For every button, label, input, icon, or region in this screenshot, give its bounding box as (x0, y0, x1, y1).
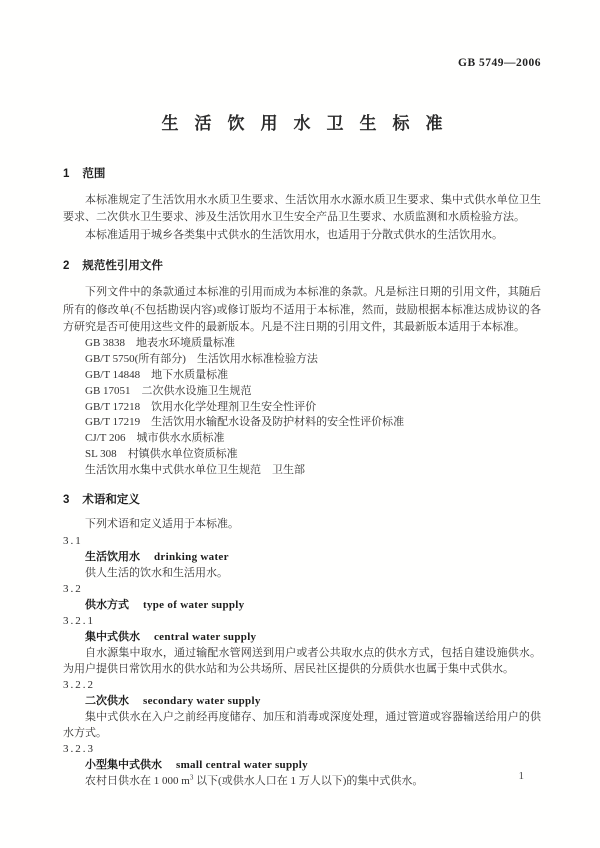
section-title: 规范性引用文件 (82, 260, 163, 273)
definition-text: 农村日供水在 1 000 m (85, 774, 190, 787)
reference-item (63, 368, 541, 384)
reference-code: GB 17051 (85, 384, 131, 397)
reference-title: 地表水环境质量标准 (136, 337, 236, 350)
reference-item (63, 400, 541, 416)
definition-text: 以下(或供水人口在 1 万人以下)的集中式供水。 (193, 774, 424, 787)
term-chinese: 生活饮用水 (85, 550, 140, 563)
reference-list (63, 336, 541, 478)
section-heading-terms-definitions (63, 492, 541, 509)
reference-item (63, 431, 541, 447)
section-title: 术语和定义 (82, 493, 140, 506)
reference-title: 饮用水化学处理剂卫生安全性评价 (151, 400, 317, 413)
reference-title: 城市供水水质标准 (136, 432, 225, 445)
clause-number: 3.2.1 (63, 614, 95, 627)
term-english: central water supply (154, 630, 257, 643)
term-chinese: 集中式供水 (85, 630, 140, 643)
reference-code: 生活饮用水集中式供水单位卫生规范 (85, 463, 261, 476)
section-number: 1 (63, 168, 70, 180)
term-definition (63, 773, 541, 789)
scope-paragraph: 本标准适用于城乡各类集中式供水的生活饮用水，也适用于分散式供水的生活饮用水。 (85, 228, 503, 241)
section-title: 范围 (82, 168, 106, 180)
term-chinese: 二次供水 (85, 694, 129, 707)
reference-title: 地下水质量标准 (151, 369, 229, 382)
term-chinese: 供水方式 (85, 598, 129, 611)
reference-item (63, 415, 541, 431)
reference-code: GB/T 17218 (85, 400, 141, 413)
reference-code: GB/T 17219 (85, 416, 141, 429)
reference-title: 生活饮用水标准检验方法 (196, 353, 318, 366)
page-number: 1 (518, 770, 524, 782)
clause-number: 3.2.3 (63, 742, 95, 755)
document-number: GB 5749—2006 (458, 57, 541, 69)
clause-number: 3.1 (63, 534, 83, 547)
term-definition: 自水源集中取水，通过输配水管网送到用户或者公共取水点的供水方式，包括自建设施供水。为用户提供日常饮用水的供水站和为公共场所、居民社区提供的分质供水也属于集中式供水。 (63, 646, 541, 675)
clause-number: 3.2.2 (63, 678, 95, 691)
term-chinese: 小型集中式供水 (85, 758, 162, 771)
reference-code: SL 308 (85, 448, 117, 461)
term-line (63, 693, 541, 709)
section-number: 2 (63, 260, 70, 273)
reference-title: 生活饮用水输配水设备及防护材料的安全性评价标准 (151, 416, 405, 429)
reference-title: 村镇供水单位资质标准 (127, 448, 238, 461)
term-line (63, 757, 541, 773)
term-english: type of water supply (143, 598, 245, 611)
term-line (63, 629, 541, 645)
superscript-exponent: 3 (189, 772, 194, 781)
reference-title: 二次供水设施卫生规范 (141, 384, 252, 397)
reference-item (63, 384, 541, 400)
section-heading-normative-references (63, 258, 541, 275)
reference-item (63, 336, 541, 352)
terms-intro: 下列术语和定义适用于本标准。 (85, 517, 239, 530)
terms-list (63, 533, 541, 789)
clause-number: 3.2 (63, 582, 83, 595)
reference-code: CJ/T 206 (85, 432, 126, 445)
section-heading-scope (63, 166, 541, 183)
term-english: drinking water (154, 550, 229, 563)
reference-item (63, 447, 541, 463)
term-english: small central water supply (176, 758, 308, 771)
document-title: 生活饮用水卫生标准 (161, 114, 459, 133)
reference-item (63, 463, 541, 479)
reference-item (63, 352, 541, 368)
reference-title: 卫生部 (272, 463, 305, 476)
term-english: secondary water supply (143, 694, 261, 707)
term-definition: 集中式供水在入户之前经再度储存、加压和消毒或深度处理，通过管道或容器输送给用户的供水方式。 (63, 710, 541, 739)
term-line (63, 597, 541, 613)
reference-code: GB/T 5750(所有部分) (85, 353, 186, 366)
reference-code: GB 3838 (85, 337, 126, 350)
normative-references-paragraph: 下列文件中的条款通过本标准的引用而成为本标准的条款。凡是标注日期的引用文件，其随后所有的修改单(不包括勘误内容)或修订版均不适用于本标准，然而，鼓励根据本标准达成协议的各方研究是否可使用这些文件的最新版本。凡是不注日期的引用文件，其最新版本适用于本标准。 (63, 286, 541, 334)
term-line (63, 549, 541, 565)
section-number: 3 (63, 493, 70, 506)
term-definition: 供人生活的饮水和生活用水。 (85, 566, 228, 579)
reference-code: GB/T 14848 (85, 369, 141, 382)
scope-paragraph: 本标准规定了生活饮用水水质卫生要求、生活饮用水水源水质卫生要求、集中式供水单位卫生要求、二次供水卫生要求、涉及生活饮用水卫生安全产品卫生要求、水质监测和水质检验方法。 (63, 194, 541, 224)
